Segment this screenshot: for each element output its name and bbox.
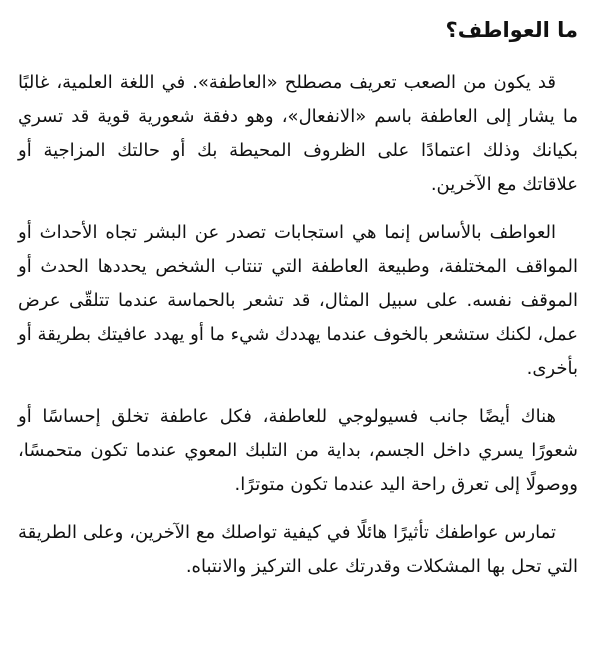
paragraph-1: قد يكون من الصعب تعريف مصطلح «العاطفة». في اللغة العلمية، غالبًا ما يشار إلى العاطفة باسم «الانفعال»، وهو دفقة شعورية قوية قد تسري بكيانك وذلك اعتمادًا على الظروف المحيطة بك أو حالتك المزاجية أو علاقاتك مع الآخرين. (18, 72, 578, 195)
paragraph-3: هناك أيضًا جانب فسيولوجي للعاطفة، فكل عاطفة تخلق إحساسًا أو شعورًا يسري داخل الجسم، بداية من التلبك المعوي عندما تكون متحمسًا، ووصولًا إلى تعرق راحة اليد عندما تكون متوترًا. (18, 406, 578, 495)
paragraph-4: تمارس عواطفك تأثيرًا هائلًا في كيفية تواصلك مع الآخرين، وعلى الطريقة التي تحل بها المشكلات وقدرتك على التركيز والانتباه. (18, 522, 578, 577)
article-heading: ما العواطف؟ (445, 18, 578, 42)
paragraph-2: العواطف بالأساس إنما هي استجابات تصدر عن البشر تجاه الأحداث أو المواقف المختلفة، وطبيعة العاطفة التي تنتاب الشخص يحددها الحدث أو الموقف نفسه. على سبيل المثال، قد تشعر بالحماسة عندما تتلقّى عرض عمل، لكنك ستشعر بالخوف عندما يهددك شيء ما أو يهدد عافيتك بطريقة أو بأخرى. (18, 222, 578, 379)
